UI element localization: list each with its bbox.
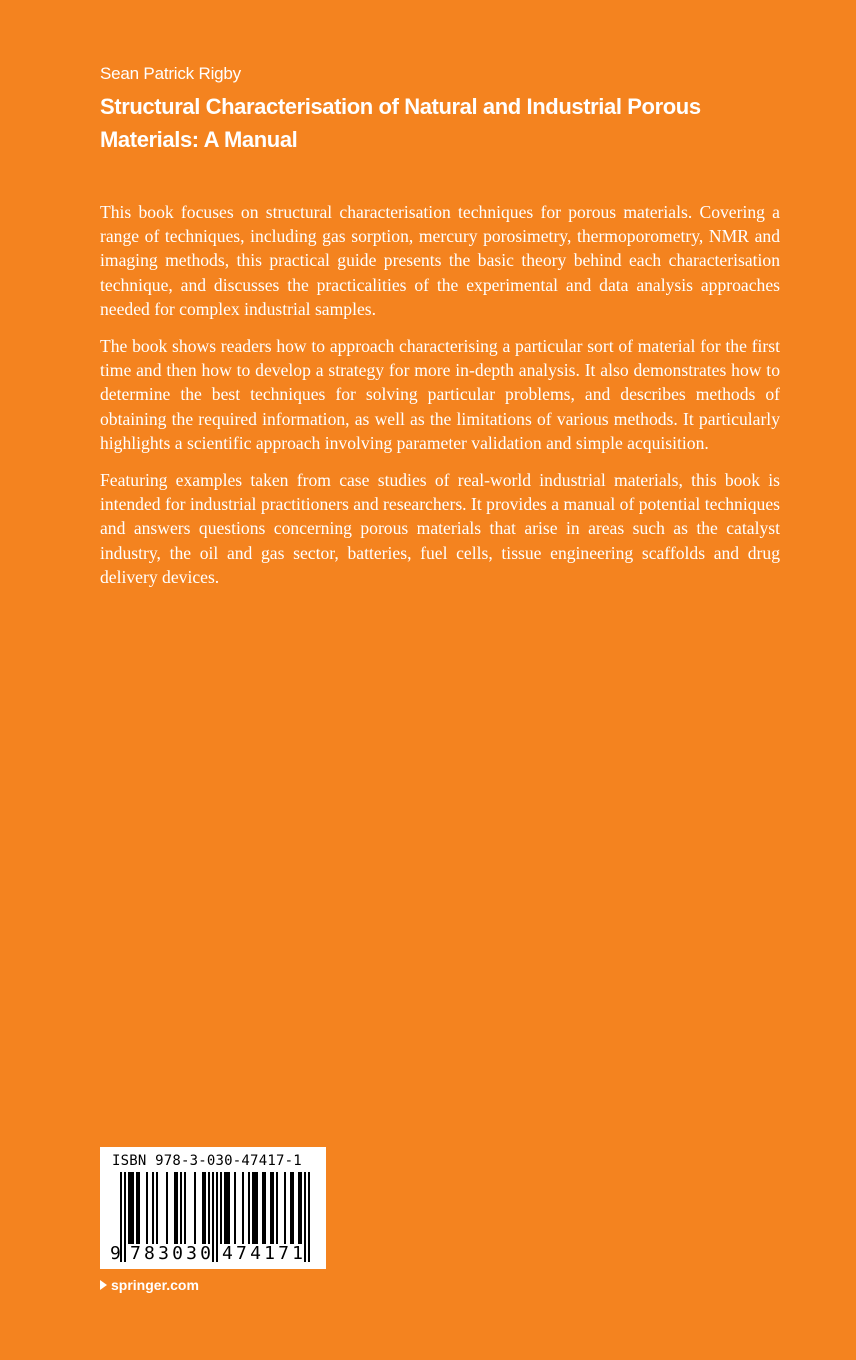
arrow-icon bbox=[100, 1280, 107, 1290]
barcode-bar bbox=[166, 1172, 168, 1244]
barcode-bar bbox=[284, 1172, 286, 1244]
barcode-bar bbox=[290, 1172, 292, 1244]
barcode-bar bbox=[208, 1172, 210, 1244]
barcode-bar bbox=[146, 1172, 148, 1244]
barcode-bar bbox=[300, 1172, 302, 1244]
barcode-bar bbox=[242, 1172, 244, 1244]
publisher-link[interactable] bbox=[100, 1277, 199, 1293]
barcode-digits bbox=[100, 1243, 326, 1267]
barcode-bar bbox=[136, 1172, 138, 1244]
barcode-bar bbox=[262, 1172, 264, 1244]
barcode-bar bbox=[138, 1172, 140, 1244]
barcode-bar bbox=[254, 1172, 256, 1244]
barcode-bar bbox=[128, 1172, 130, 1244]
barcode-bar bbox=[152, 1172, 154, 1244]
author-name: Sean Patrick Rigby bbox=[100, 64, 241, 83]
barcode-lead-digit: 9 bbox=[110, 1243, 121, 1264]
barcode-bar bbox=[256, 1172, 258, 1244]
barcode-bar bbox=[204, 1172, 206, 1244]
barcode-bar bbox=[220, 1172, 222, 1244]
barcode-bar bbox=[270, 1172, 272, 1244]
barcode-bar bbox=[194, 1172, 196, 1244]
barcode-bar bbox=[264, 1172, 266, 1244]
barcode-bar bbox=[252, 1172, 254, 1244]
barcode-bar bbox=[224, 1172, 226, 1244]
barcode-bar bbox=[298, 1172, 300, 1244]
book-title: Structural Characterisation of Natural and Industrial Porous Materials: A Manual bbox=[100, 94, 701, 152]
barcode-bar bbox=[234, 1172, 236, 1244]
blurb-paragraph: This book focuses on structural characterisation techniques for porous materials. Covering a range of techniques, including gas sorption, mercury porosimetry, thermoporometry, NMR and imaging methods, this practical guide presents the basic theory behind each characterisation technique, and discusses the practicalities of the experimental and data analysis approaches needed for complex industrial samples. bbox=[100, 202, 780, 319]
isbn-label: ISBN 978-3-030-47417-1 bbox=[112, 1153, 302, 1169]
barcode-bar bbox=[184, 1172, 186, 1244]
barcode-left-digits: 783030 bbox=[130, 1243, 215, 1264]
barcode-bar bbox=[248, 1172, 250, 1244]
barcode-bar bbox=[132, 1172, 134, 1244]
barcode-bar bbox=[226, 1172, 228, 1244]
barcode-bar bbox=[202, 1172, 204, 1244]
blurb-paragraph: The book shows readers how to approach characterising a particular sort of material for the first time and then how to develop a strategy for more in-depth analysis. It also demonstrates how to determine the best techniques for solving particular problems, and describes methods of obtaining the required information, as well as the limitations of various methods. It particularly highlights a scientific approach involving parameter validation and simple acquisition. bbox=[100, 336, 780, 453]
barcode-bar bbox=[292, 1172, 294, 1244]
blurb-paragraph: Featuring examples taken from case studies of real-world industrial materials, this book is intended for industrial practitioners and researchers. It provides a manual of potential techniques and answers questions concerning porous materials that arise in areas such as the catalyst industry, the oil and gas sector, batteries, fuel cells, tissue engineering scaffolds and drug delivery devices. bbox=[100, 470, 780, 587]
blurb bbox=[100, 200, 780, 602]
publisher-link-text: springer.com bbox=[111, 1277, 199, 1293]
barcode-bar bbox=[272, 1172, 274, 1244]
barcode-bar bbox=[176, 1172, 178, 1244]
barcode-bar bbox=[228, 1172, 230, 1244]
barcode-bar bbox=[130, 1172, 132, 1244]
barcode-bar bbox=[276, 1172, 278, 1244]
barcode-bar bbox=[174, 1172, 176, 1244]
barcode-right-digits: 474171 bbox=[222, 1243, 307, 1264]
barcode-bar bbox=[156, 1172, 158, 1244]
barcode-box bbox=[100, 1147, 326, 1269]
barcode-bar bbox=[180, 1172, 182, 1244]
